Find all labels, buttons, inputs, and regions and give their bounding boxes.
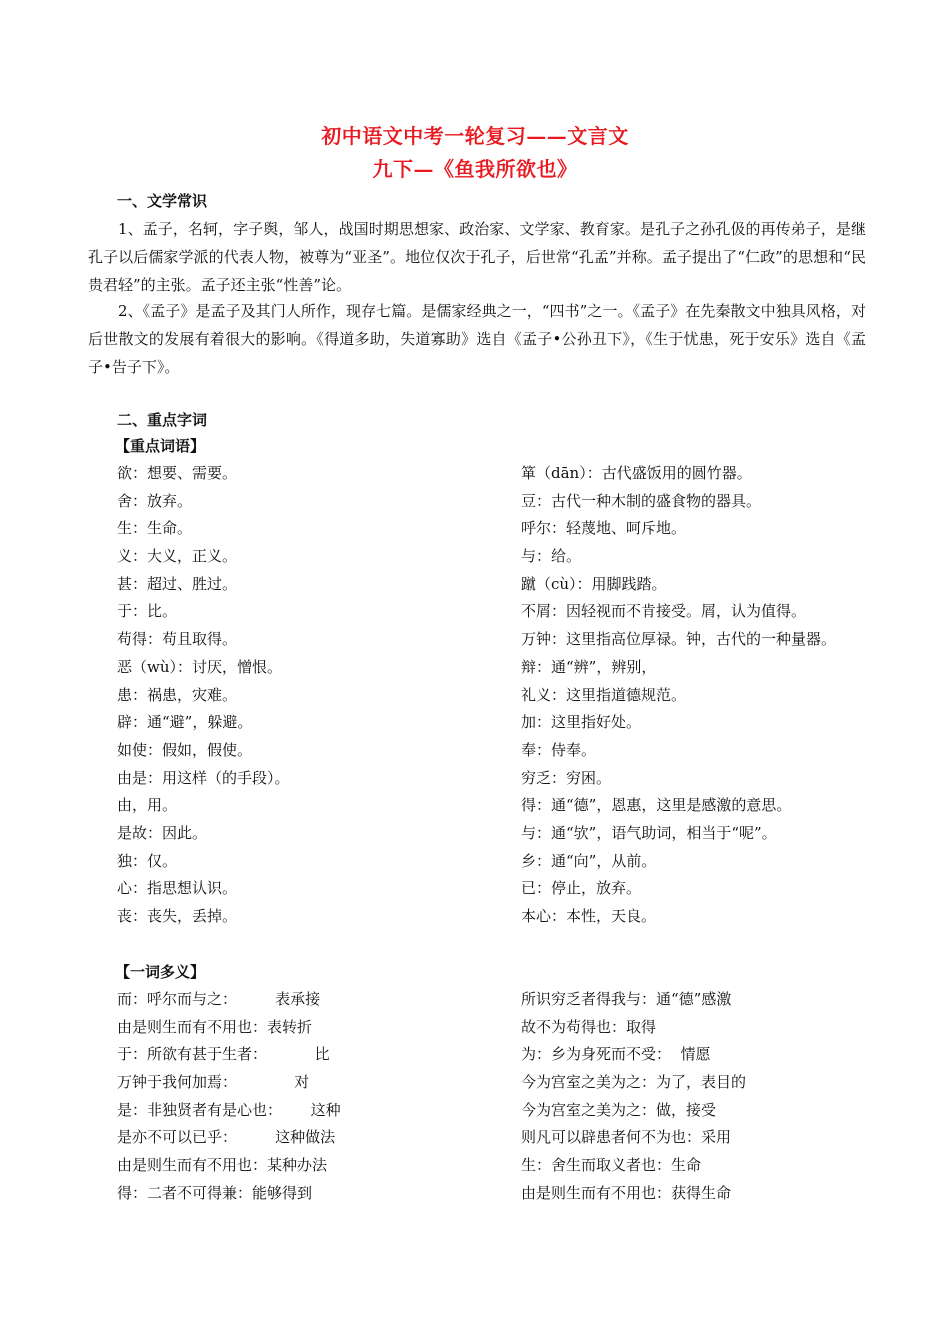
vocabulary-item: 与：通“欤”，语气助词，相当于“呢”。	[521, 823, 777, 842]
vocabulary-item: 欲：想要、需要。	[117, 464, 238, 482]
polysemy-item: 而：呼尔而与之： 表承接	[117, 990, 321, 1008]
vocabulary-item: 义：大义，正义。	[117, 547, 238, 566]
vocabulary-item: 奉：侍奉。	[521, 740, 597, 759]
section-heading-literary-knowledge: 一、文学常识	[117, 192, 208, 210]
vocabulary-item: 生：生命。	[117, 519, 193, 538]
vocabulary-item: 丧：丧失，丢掉。	[117, 907, 238, 925]
vocabulary-item: 舍：放弃。	[117, 491, 193, 510]
vocabulary-item: 如使：假如，假使。	[117, 740, 253, 759]
vocabulary-item: 甚：超过、胜过。	[117, 574, 238, 593]
vocabulary-item: 不屑：因轻视而不肯接受。屑，认为值得。	[521, 602, 807, 621]
document-subtitle: 九下—《鱼我所欲也》	[372, 157, 578, 181]
polysemy-item: 于：所欲有甚于生者： 比	[117, 1045, 330, 1064]
vocabulary-item: 由是：用这样（的手段）。	[117, 768, 290, 787]
paragraph-1: 1、孟子，名轲，字子舆，邹人，战国时期思想家、政治家、文学家、教育家。是孔子之孙孔伋的再传弟子，是继孔子以后儒家学派的代表人物，被尊为“亚圣”。地位仅次于孔子，后世常“孔孟”并称。孟子提出了“仁政”的思想和“民贵君轻”的主张。孟子还主张“性善”论。	[88, 220, 866, 294]
vocabulary-item: 心：指思想认识。	[117, 879, 238, 898]
vocabulary-item: 呼尔：轻蔑地、呵斥地。	[521, 519, 687, 538]
polysemy-item: 得：二者不可得兼：能够得到	[117, 1183, 313, 1202]
paragraph-2: 2、《孟子》是孟子及其门人所作，现存七篇。是儒家经典之一，“四书”之一。《孟子》在先秦散文中独具风格，对后世散文的发展有着很大的影响。《得道多助，失道寡助》选自《孟子•公孙丑下》，《生于忧患，死于安乐》选自《孟子•告子下》。	[88, 302, 866, 376]
vocabulary-item: 礼义：这里指道德规范。	[521, 685, 687, 704]
polysemy-item: 由是则生而有不用也：某种办法	[117, 1156, 328, 1175]
polysemy-item: 则凡可以辟患者何不为也：采用	[521, 1128, 732, 1147]
vocabulary-list-left	[117, 460, 290, 931]
vocabulary-item: 本心：本性，天良。	[521, 907, 657, 925]
vocabulary-item: 与：给。	[521, 547, 582, 566]
vocabulary-item: 得：通“德”，恩惠，这里是感激的意思。	[521, 796, 792, 815]
vocabulary-item: 是故：因此。	[117, 823, 208, 842]
vocabulary-item: 患：祸患，灾难。	[117, 685, 238, 704]
vocabulary-item: 独：仅。	[117, 851, 178, 870]
polysemy-item: 今为宫室之美为之：为了，表目的	[521, 1073, 747, 1092]
polysemy-item: 由是则生而有不用也：表转折	[117, 1017, 313, 1036]
vocabulary-item: 于：比。	[117, 602, 178, 621]
vocabulary-item: 箪（dān）：古代盛饭用的圆竹器。	[521, 464, 752, 482]
vocabulary-item: 万钟：这里指高位厚禄。钟，古代的一种量器。	[521, 630, 837, 649]
vocabulary-item: 苟得：苟且取得。	[117, 630, 238, 649]
vocabulary-item: 辩：通“辨”，辨别，	[521, 657, 657, 676]
polysemy-item: 由是则生而有不用也：获得生命	[521, 1183, 732, 1202]
polysemy-list-left	[117, 986, 341, 1208]
polysemy-item: 故不为苟得也：取得	[521, 1017, 657, 1036]
vocabulary-list-right	[521, 460, 836, 931]
polysemy-item: 万钟于我何加焉： 对	[117, 1073, 310, 1092]
vocabulary-item: 穷乏：穷困。	[521, 768, 612, 787]
section-heading-key-words: 二、重点字词	[117, 411, 208, 429]
subheading-key-vocabulary: 【重点词语】	[115, 437, 206, 455]
document-title: 初中语文中考一轮复习——文言文	[321, 124, 629, 148]
vocabulary-item: 乡：通“向”，从前。	[521, 851, 657, 870]
vocabulary-item: 由，用。	[117, 796, 178, 815]
polysemy-item: 所识穷乏者得我与：通“德”感激	[521, 990, 732, 1008]
polysemy-item: 为：乡为身死而不受： 情愿	[521, 1045, 711, 1064]
polysemy-item: 是：非独贤者有是心也： 这种	[117, 1100, 341, 1119]
vocabulary-item: 辟：通“避”，躲避。	[117, 713, 253, 732]
polysemy-item: 今为宫室之美为之：做，接受	[521, 1100, 717, 1119]
vocabulary-item: 已：停止，放弃。	[521, 879, 642, 898]
polysemy-item: 是亦不可以已乎： 这种做法	[117, 1128, 336, 1147]
vocabulary-item: 豆：古代一种木制的盛食物的器具。	[521, 491, 762, 510]
vocabulary-item: 加：这里指好处。	[521, 713, 642, 732]
vocabulary-item: 恶（wù）：讨厌，憎恨。	[117, 657, 283, 676]
subheading-polysemy: 【一词多义】	[115, 963, 206, 981]
polysemy-item: 生：舍生而取义者也：生命	[521, 1156, 702, 1175]
polysemy-list-right	[521, 986, 746, 1208]
vocabulary-item: 蹴（cù）：用脚践踏。	[521, 574, 667, 593]
